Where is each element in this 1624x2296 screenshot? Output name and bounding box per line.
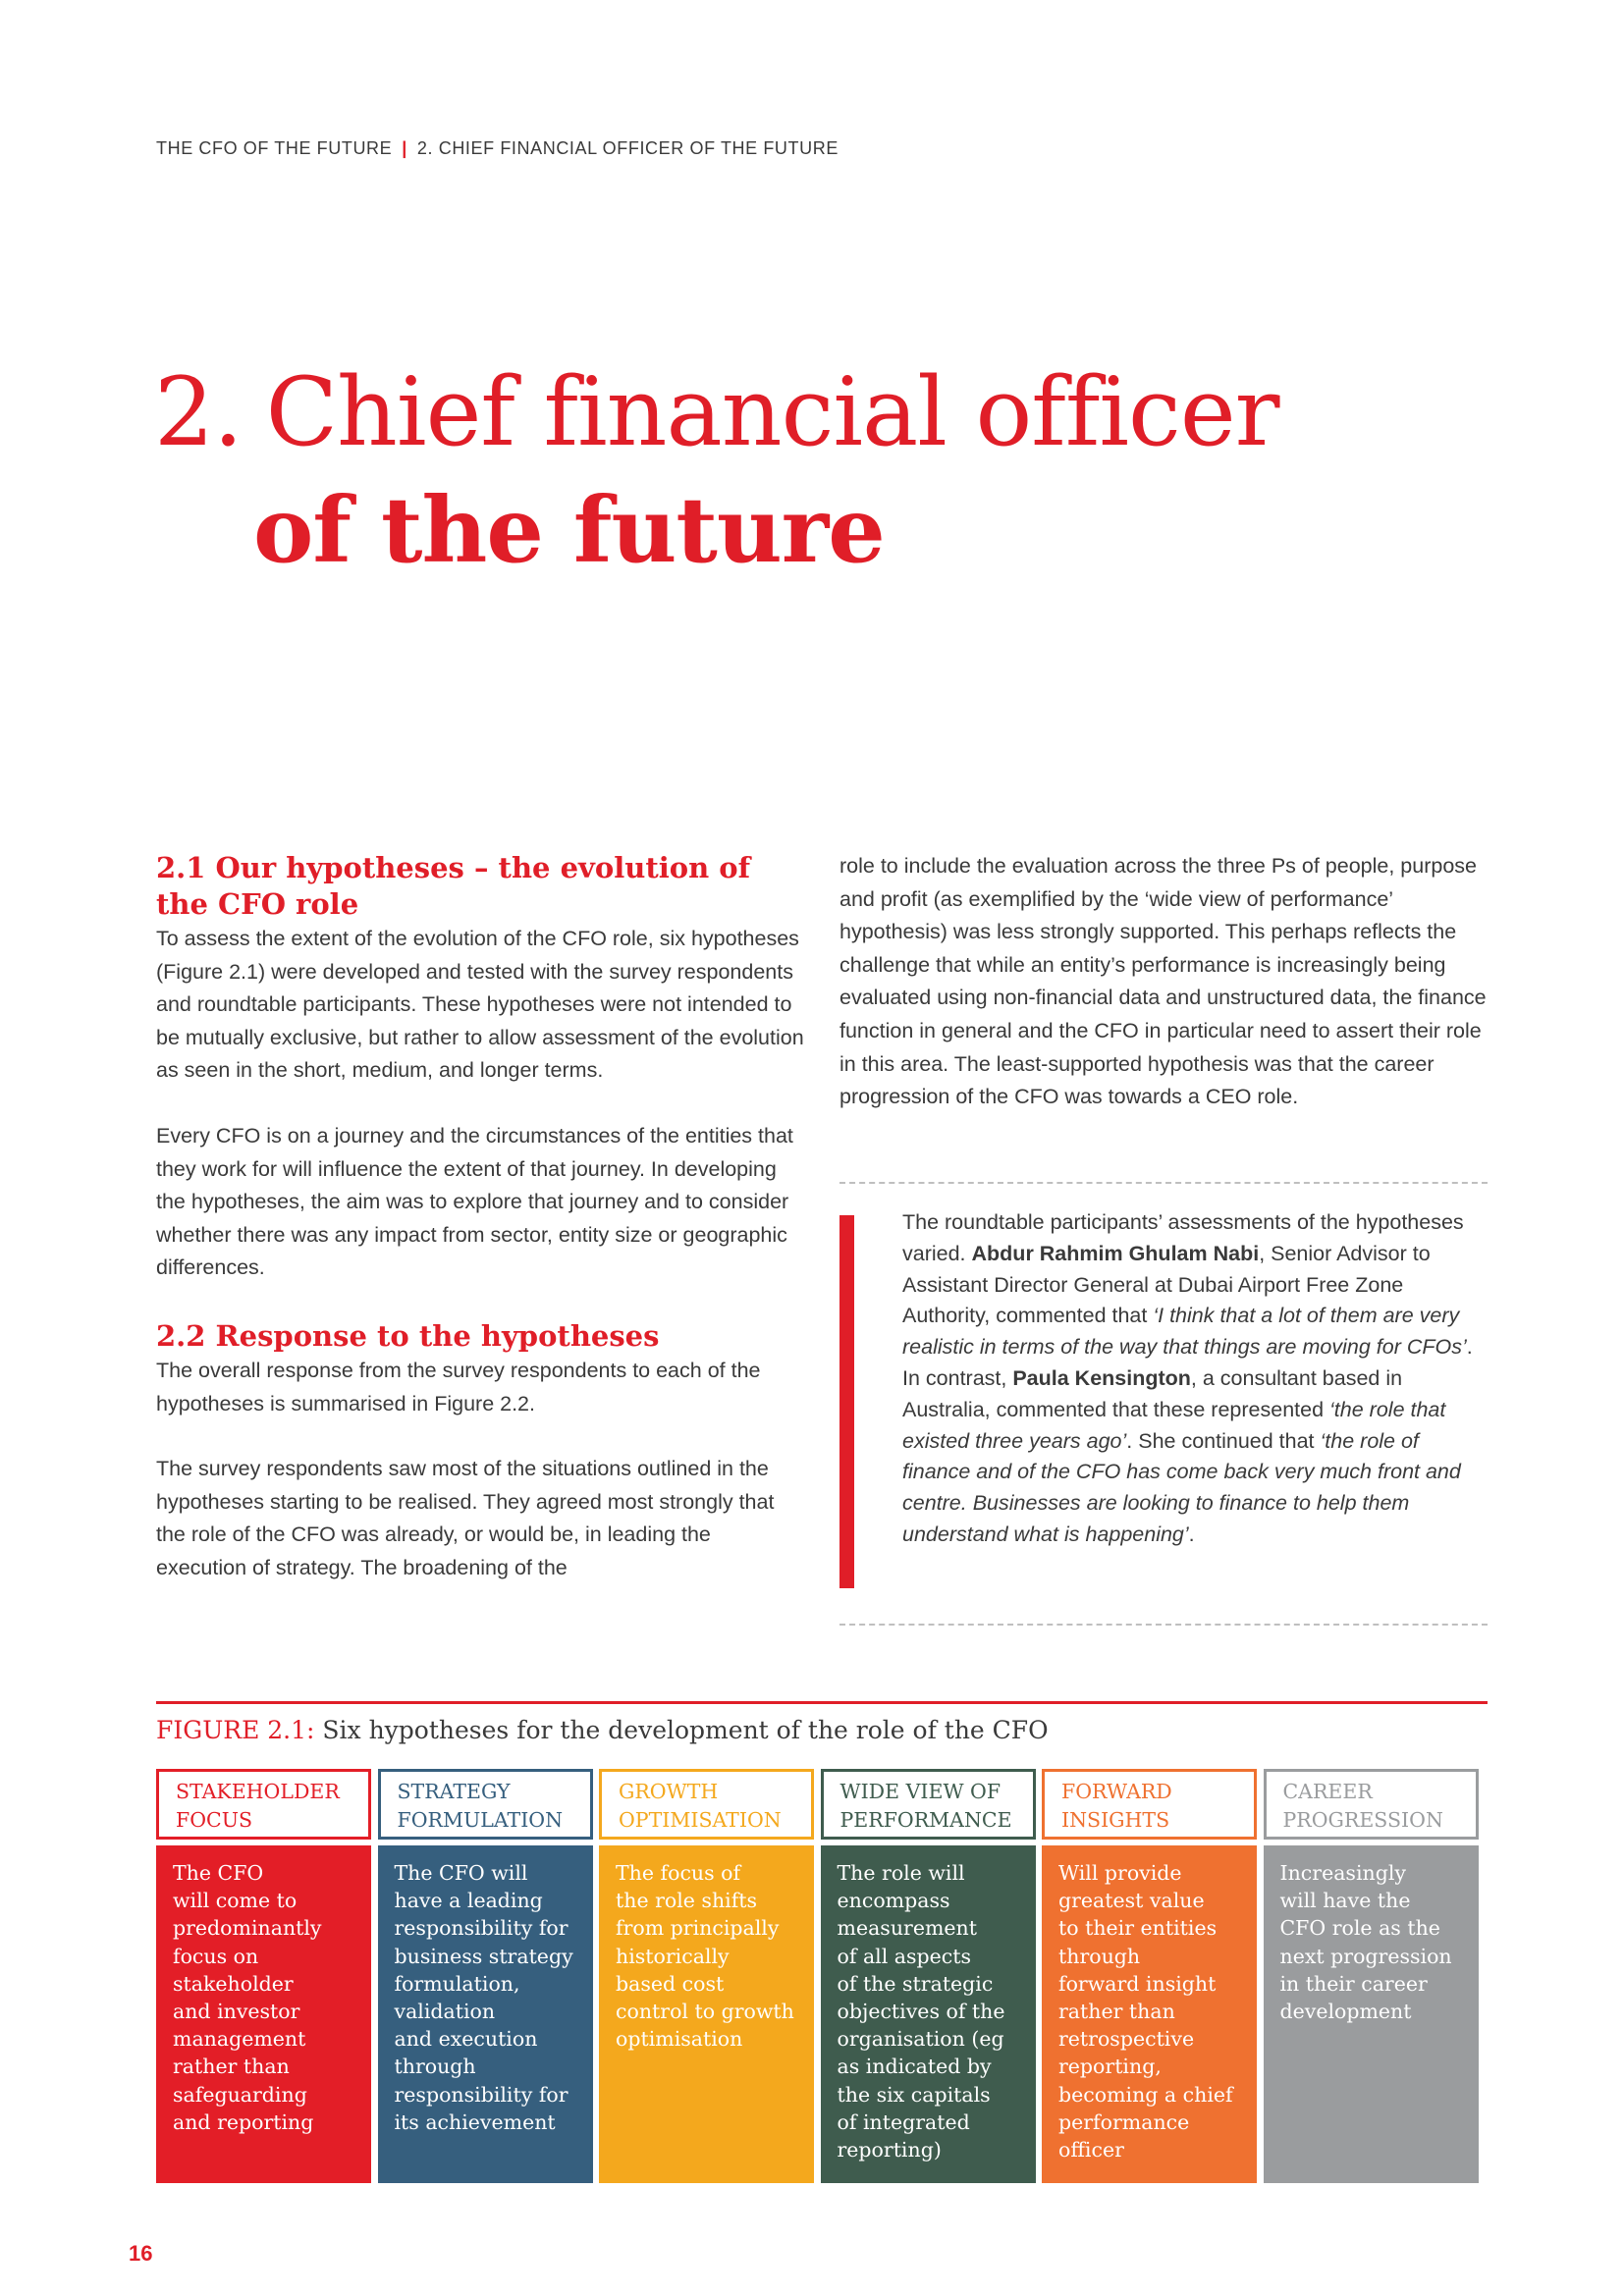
hypothesis-description-line: the role shifts (616, 1889, 758, 1913)
pull-quote (902, 1207, 1491, 1551)
hypothesis-title-line: GROWTH (619, 1780, 719, 1803)
chapter-title-line2: of the future (253, 477, 885, 583)
hypothesis-description-line: its achievement (394, 2109, 556, 2134)
section-2-1-heading: 2.1 Our hypotheses – the evolution of the CFO role (156, 851, 751, 921)
hypothesis-description-line: encompass (837, 1889, 950, 1913)
hypothesis-description-line: and reporting (173, 2109, 314, 2134)
hypothesis-column (1042, 1769, 1257, 2183)
hypothesis-description (821, 1845, 1036, 2183)
quote-top-divider (839, 1182, 1488, 1184)
chapter-title-line1 (154, 357, 1279, 467)
section-2-2-heading: 2.2 Response to the hypotheses (156, 1318, 660, 1353)
figure-top-rule (156, 1701, 1488, 1704)
hypothesis-title (1042, 1769, 1257, 1840)
hypothesis-title-line: STAKEHOLDER (176, 1780, 340, 1803)
section-2-1-paragraph-1: To assess the extent of the evolution of the CFO role, six hypotheses (Figure 2.1) were developed and tested with the survey respondents and roundtable participants. These hypotheses were not intended to be mutually exclusive, but rather to allow assessment of the evolution as seen in the short, medium, and longer terms. (156, 927, 804, 1083)
hypothesis-description-line: becoming a chief (1058, 2082, 1233, 2107)
hypothesis-description (378, 1845, 593, 2183)
hypothesis-title-line: FORWARD (1061, 1780, 1172, 1803)
hypothesis-description-line: based cost (616, 1971, 725, 1996)
hypothesis-title-line: INSIGHTS (1061, 1808, 1170, 1832)
hypothesis-description (1264, 1845, 1479, 2183)
figure-label: FIGURE 2.1: (156, 1716, 315, 1744)
hypothesis-description-line: and execution (394, 2027, 538, 2052)
figure-caption-text: Six hypotheses for the development of the role of the CFO (314, 1716, 1049, 1744)
hypothesis-title (156, 1769, 371, 1840)
quote-bottom-divider (839, 1624, 1488, 1626)
hypothesis-description-line: The focus of (616, 1861, 741, 1885)
hypothesis-column (156, 1769, 371, 2183)
page-number: 16 (129, 2241, 153, 2266)
hypothesis-description-line: stakeholder (173, 1971, 294, 1996)
hypothesis-description-line: will have the (1279, 1889, 1411, 1913)
hypothesis-description-line: as indicated by (837, 2055, 992, 2079)
hypothesis-description-line: control to growth (616, 2000, 794, 2024)
hypothesis-description-line: next progression (1279, 1944, 1452, 1968)
hypothesis-description-line: of all aspects (837, 1944, 972, 1968)
hypothesis-description-line: from principally (616, 1916, 780, 1941)
hypothesis-title-line: OPTIMISATION (619, 1808, 782, 1832)
quote-citation-2: ‘the role that existed three years ago’ (902, 1397, 1446, 1453)
section-2-2-paragraph-1: The overall response from the survey respondents to each of the hypotheses is summarised in Figure 2.2. (156, 1358, 761, 1415)
hypothesis-description-line: safeguarding (173, 2082, 307, 2107)
right-column (839, 850, 1488, 1114)
quote-person-name-2: Paula Kensington (1012, 1365, 1191, 1390)
chapter-number: 2. (154, 357, 243, 467)
hypothesis-description-line: measurement (837, 1916, 977, 1941)
header-chapter-title: 2. CHIEF FINANCIAL OFFICER OF THE FUTURE (416, 138, 839, 158)
hypothesis-description-line: of integrated (837, 2109, 970, 2134)
hypothesis-description-line: of the strategic (837, 1971, 994, 1996)
hypothesis-description-line: responsibility for (394, 2082, 568, 2107)
hypothesis-description-line: will come to (173, 1889, 298, 1913)
hypothesis-title-line: FORMULATION (397, 1808, 564, 1832)
hypothesis-column (821, 1769, 1036, 2183)
hypothesis-title-line: STRATEGY (397, 1780, 511, 1803)
figure-caption (156, 1716, 1049, 1744)
hypothesis-description-line: reporting, (1058, 2055, 1162, 2079)
header-separator: | (402, 138, 407, 158)
hypothesis-description-line: rather than (173, 2055, 290, 2079)
hypothesis-description-line: and investor (173, 2000, 300, 2024)
hypothesis-description (156, 1845, 371, 2183)
hypothesis-description-line: to their entities (1058, 1916, 1218, 1941)
hypothesis-description-line: optimisation (616, 2027, 743, 2052)
hypothesis-title-line: PROGRESSION (1282, 1808, 1443, 1832)
quote-citation-1: ‘I think that a lot of them are very realistic in terms of the way that things are moving for CFOs’ (902, 1304, 1467, 1360)
hypothesis-description-line: historically (616, 1944, 730, 1968)
hypothesis-description-line: through (394, 2055, 476, 2079)
quote-citation-3: ‘the role of finance and of the CFO has come back very much front and centre. Businesses are looking to finance to help them understand what is happening’ (902, 1428, 1461, 1546)
hypothesis-description-line: management (173, 2027, 306, 2052)
hypothesis-column (378, 1769, 593, 2183)
hypothesis-description-line: have a leading (394, 1889, 543, 1913)
hypothesis-description-line: The role will (837, 1861, 965, 1885)
quote-accent-bar (839, 1215, 854, 1588)
hypothesis-title-line: FOCUS (176, 1808, 253, 1832)
hypothesis-title (821, 1769, 1036, 1840)
hypothesis-title-line: PERFORMANCE (839, 1808, 1012, 1832)
hypothesis-description-line: business strategy (394, 1944, 573, 1968)
hypothesis-title (599, 1769, 814, 1840)
hypothesis-description-line: in their career (1279, 1971, 1428, 1996)
section-2-1-paragraph-2: Every CFO is on a journey and the circumstances of the entities that they work for will influence the extent of that journey. In developing the hypotheses, the aim was to explore that journey and to consider whether there was any impact from sector, entity size or geographic differences. (156, 1123, 793, 1280)
right-column-paragraph: role to include the evaluation across the three Ps of people, purpose and profit (as exemplified by the ‘wide view of performance’ hypothesis) was less strongly supported. This perhaps reflects the challenge that while an entity’s performance is increasingly being evaluated using non-financial data and unstructured data, the finance function in general and the CFO in particular need to assert their role in this area. The least-supported hypothesis was that the career progression of the CFO was towards a CEO role. (839, 854, 1487, 1109)
hypothesis-description-line: officer (1058, 2138, 1124, 2163)
hypothesis-description-line: reporting) (837, 2138, 942, 2163)
hypothesis-description-line: organisation (eg (837, 2027, 1004, 2052)
hypothesis-description-line: responsibility for (394, 1916, 568, 1941)
hypothesis-description-line: rather than (1058, 2000, 1175, 2024)
pull-quote-text: The roundtable participants’ assessments of the hypotheses varied. Abdur Rahmim Ghulam Nabi, Senior Advisor to Assistant Director General at Dubai Airport Free Zone Authority, commented that ‘I think that a lot of them are very realistic in terms of the way that things are moving for CFOs’. In contrast, Paula Kensington, a consultant based in Australia, commented that these represented ‘the role that existed three years ago’. She continued that ‘the role of finance and of the CFO has come back very much front and centre. Businesses are looking to finance to help them understand what is happening’. (902, 1210, 1473, 1546)
running-header (156, 138, 839, 159)
hypothesis-description-line: formulation, (394, 1971, 520, 1996)
header-doc-title: THE CFO OF THE FUTURE (156, 138, 393, 158)
hypothesis-description-line: through (1058, 1944, 1141, 1968)
hypothesis-description-line: validation (394, 2000, 496, 2024)
hypothesis-title (1264, 1769, 1479, 1840)
hypothesis-description-line: development (1279, 2000, 1412, 2024)
hypothesis-description-line: focus on (173, 1944, 259, 1968)
hypothesis-column (1264, 1769, 1479, 2183)
hypothesis-description (1042, 1845, 1257, 2183)
chapter-title-text: Chief financial officer (265, 357, 1279, 467)
hypothesis-description-line: Will provide (1058, 1861, 1182, 1885)
hypothesis-description-line: performance (1058, 2109, 1190, 2134)
hypothesis-description-line: Increasingly (1279, 1861, 1406, 1885)
quote-person-name-1: Abdur Rahmim Ghulam Nabi (971, 1241, 1260, 1265)
hypothesis-description-line: objectives of the (837, 2000, 1005, 2024)
hypothesis-description-line: retrospective (1058, 2027, 1195, 2052)
hypothesis-description-line: The CFO will (394, 1861, 528, 1885)
hypothesis-column (599, 1769, 814, 2183)
hypothesis-description (599, 1845, 814, 2183)
hypothesis-description-line: the six capitals (837, 2082, 991, 2107)
hypothesis-title-line: CAREER (1282, 1780, 1373, 1803)
hypothesis-description-line: predominantly (173, 1916, 322, 1941)
hypothesis-description-line: forward insight (1058, 1971, 1217, 1996)
hypothesis-description-line: The CFO (173, 1861, 264, 1885)
hypothesis-title (378, 1769, 593, 1840)
section-2-2-paragraph-2: The survey respondents saw most of the situations outlined in the hypotheses starting to be realised. They agreed most strongly that the role of the CFO was already, or would be, in leading the execution of strategy. The broadening of the (156, 1457, 775, 1579)
hypothesis-description-line: greatest value (1058, 1889, 1205, 1913)
hypothesis-title-line: WIDE VIEW OF (839, 1780, 1001, 1803)
left-column (156, 850, 804, 1585)
hypothesis-description-line: CFO role as the (1279, 1916, 1440, 1941)
